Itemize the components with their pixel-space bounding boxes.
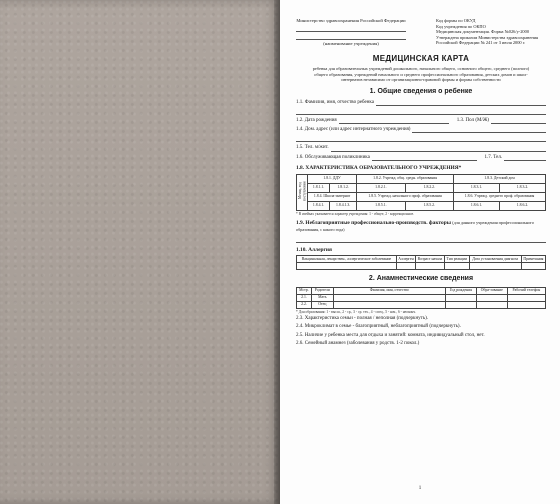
section-1-title: 1. Общие сведения о ребенке (369, 87, 473, 95)
cell-vocational-primary: 1.8.5. Учрежд. начального проф. образования (357, 192, 454, 201)
section-2-title: 2. Анамнестические сведения (368, 275, 474, 283)
form-header (296, 18, 546, 46)
okud-label: Код формы по ОКУД (436, 18, 476, 23)
cell-vocational-secondary: 1.8.6. Учрежд. среднего проф. образования (454, 192, 546, 201)
cell-ddu: 1.8.1. ДДУ (307, 174, 356, 183)
list-item: 2.3. Характеристика семьи - полная / неполная (подчеркнуть). (296, 316, 429, 322)
field-address-cont[interactable] (296, 136, 546, 142)
cell-school: 1.8.2. Учрежд. общ. средн. образования (357, 174, 454, 183)
anamnesis-table: Мстр. Родители Фамилия, имя, отчество Год рождения Обра-зование Рабочий телефон 2.1. Мать 2.2. Отец (296, 287, 546, 309)
header-right (436, 18, 546, 46)
institution-caption: (наименование учреждения) (323, 40, 379, 46)
field-birth-sex[interactable]: 1.2. Дата рождения 1.3. Пол (М/Ж) (296, 118, 546, 124)
form-page (280, 0, 560, 504)
form-approval: Утверждена приказом Министерства здравоохранения Российской Федерации № 241 от 3 июля 2000 г. (436, 34, 539, 45)
table-row: 2.2. Отец (297, 301, 546, 308)
cell-boarding-school: 1.8.4. Школа-интернат (307, 192, 356, 201)
list-item: 2.6. Семейный анамнез (заболевания у родств. 1-2 покол.) (296, 340, 420, 346)
field-phone[interactable]: 1.5. Тел. м/жит. (296, 145, 546, 151)
cell-orphanage: 1.8.3. Детский дом (454, 174, 546, 183)
table-side-label: Месяц, год поступления (297, 181, 306, 202)
form-code: Медицинская документация. Форма №026/у-2000 (436, 29, 530, 34)
field-full-name[interactable]: 1.1. Фамилия, имя, отчество ребенка (296, 100, 546, 106)
ministry-name: Министерство здравоохранения Российской Федерации (296, 18, 406, 23)
section-1-10-title: 1.10. Аллергия (296, 246, 332, 253)
field-full-name-cont[interactable] (296, 109, 546, 115)
allergy-table: Вакцинальная, лекарствен., аллергическое заболевание Аллерген Возраст начала Тип реакции Дата установления диагноза Примечания (296, 255, 546, 270)
page-number: 1 (418, 485, 422, 491)
document-title: МЕДИЦИНСКАЯ КАРТА (372, 54, 470, 64)
anamnesis-note: * Для образования: 1 - высш., 2 - ср., 3 - ср. тех., 4 - спец., 5 - нач., 6 - неоконч. (296, 309, 417, 314)
document-subtitle: ребенка для образовательных учреждений дошкольного, начального общего, основного общего, среднего (полного) общего образования, учреждений начального и среднего профессионального образования, детских домов и школ-интернатов независимо от организационно-правовой формы и формы собственности (312, 66, 530, 83)
section-1-9-title: 1.9. Неблагоприятные профессионально-производств. факторы (для данного учреждения профессионального образования, с какого года) (296, 220, 534, 232)
list-item: 2.4. Микроклимат в семье - благоприятный, неблагоприятный (подчеркнуть). (296, 324, 461, 330)
table-row: 2.1. Мать (297, 294, 546, 301)
field-address[interactable]: 1.4. Дом. адрес (или адрес интернатного учреждения) (296, 127, 546, 133)
field-hazards[interactable] (296, 237, 546, 243)
anamnesis-items (296, 316, 546, 347)
section-1-8-title: 1.8. ХАРАКТЕРИСТИКА ОБРАЗОВАТЕЛЬНОГО УЧРЕЖДЕНИЯ* (296, 164, 462, 171)
education-institution-table: Месяц, год поступления 1.8.1. ДДУ 1.8.2. Учрежд. общ. средн. образования 1.8.3. Детский дом 1.8.1.1. 1.8.1.2. 1.8.2.1. 1.8.2.2. 1.8.3.1. 1.8.3.2. 1.8.4. Школа-интернат 1.8.5. Учрежд. начального проф. образования 1.8.6. Учрежд. среднего проф. образования 1.8.4.1. 1.8.4.1.3. 1.8.5.1. 1.8.5.2. 1.8.6.1. 1.8.6.2. (296, 174, 546, 211)
field-clinic[interactable]: 1.6. Обслуживающая поликлиника 1.7. Тел. (296, 155, 546, 161)
list-item: 2.5. Наличие у ребенка места для отдыха и занятий: комната, индивидуальный стол, нет. (296, 332, 485, 338)
okpo-label: Код учреждения по ОКПО (436, 23, 486, 29)
header-left (296, 18, 406, 46)
section-1-8-note: * В ячейках указывается характер учреждения: 1 - общее, 2 - коррекционное. (296, 211, 415, 216)
